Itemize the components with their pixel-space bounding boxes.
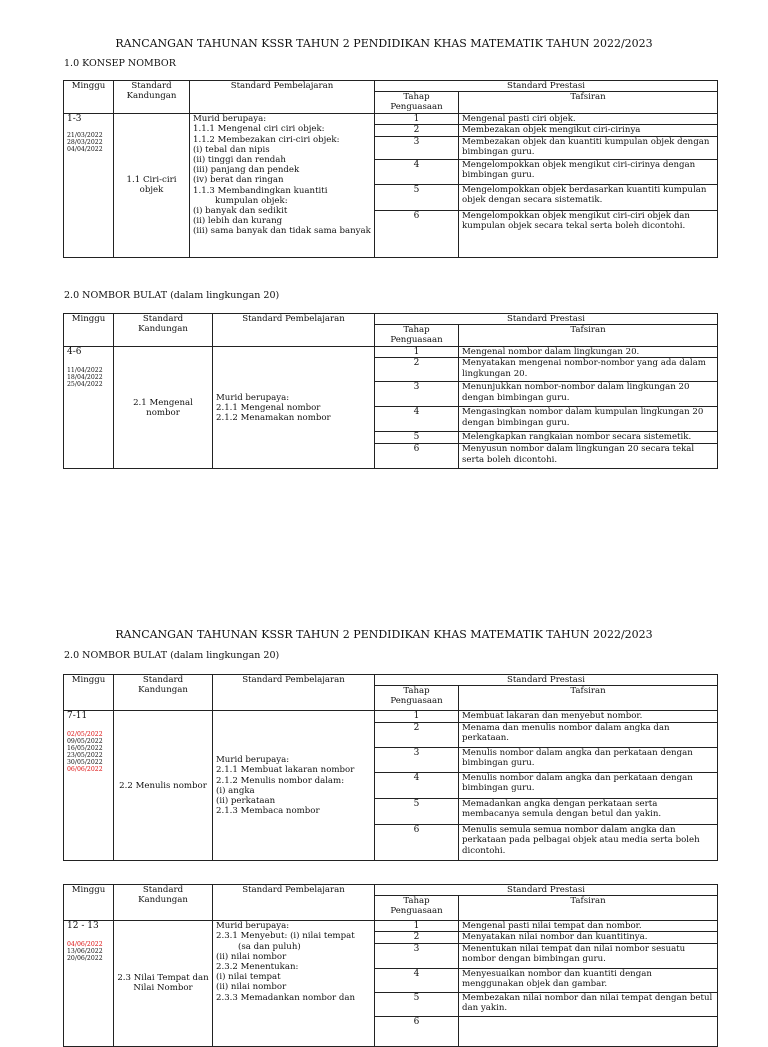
header-standard-pembelajaran: Standard Pembelajaran [213, 675, 375, 711]
header-standard-prestasi: Standard Prestasi [375, 81, 718, 92]
sp-line: Murid berupaya: [216, 755, 290, 766]
sp-line: 2.1.1 Membuat lakaran nombor [216, 765, 355, 776]
sp-line: (ii) nilai nombor [216, 982, 287, 993]
tafsiran-text: Menentukan nilai tempat dan nilai nombor sesuatu nombor dengan bimbingan guru. [459, 943, 718, 968]
tafsiran-text: Menyatakan nilai nombor dan kuantitinya. [459, 932, 718, 943]
tafsiran-text: Membezakan objek mengikut ciri-cirinya [459, 125, 718, 136]
tahap-level: 3 [375, 136, 459, 159]
tafsiran-text: Menyatakan mengenai nombor-nombor yang ada dalam lingkungan 20. [459, 358, 718, 382]
tahap-level: 5 [375, 184, 459, 210]
page-title-2: RANCANGAN TAHUNAN KSSR TAHUN 2 PENDIDIKAN KHAS MATEMATIK TAHUN 2022/2023 [115, 628, 653, 641]
sp-line: (i) banyak dan sedikit [193, 206, 288, 217]
header-tahap-penguasaan: Tahap Penguasaan [375, 686, 459, 711]
header-sk-line2: Kandungan [126, 91, 177, 102]
sp-line: (ii) nilai nombor [216, 951, 287, 962]
table-nilai-tempat [63, 884, 718, 1047]
minggu-dates [67, 941, 110, 962]
table-nombor-bulat-1 [63, 313, 718, 469]
tafsiran-text: Membuat lakaran dan menyebut nombor. [459, 711, 718, 723]
header-standard-kandungan [114, 81, 190, 114]
tafsiran-text: Mengenal nombor dalam lingkungan 20. [459, 347, 718, 358]
minggu-cell [64, 114, 114, 257]
standard-pembelajaran-cell [190, 114, 375, 257]
date-holiday: 02/05/2022 [67, 731, 103, 739]
sp-line: (iii) sama banyak dan tidak sama banyak [193, 226, 371, 237]
tafsiran-text: Menunjukkan nombor-nombor dalam lingkungan 20 dengan bimbingan guru. [459, 382, 718, 407]
header-standard-pembelajaran: Standard Pembelajaran [213, 314, 375, 347]
minggu-cell [64, 711, 114, 861]
sp-line: 2.3.2 Menentukan: [216, 962, 299, 973]
sp-line: 1.1.2 Membezakan ciri-ciri objek: [193, 134, 340, 145]
standard-kandungan-cell: 2.1 Mengenal nombor [114, 347, 213, 469]
tahap-level: 6 [375, 1016, 459, 1046]
tafsiran-text: Mengasingkan nombor dalam kumpulan lingkungan 20 dengan bimbingan guru. [459, 407, 718, 432]
date-holiday: 04/06/2022 [67, 941, 103, 949]
sp-line: (ii) tinggi dan rendah [193, 155, 286, 166]
header-tahap-penguasaan: Tahap Penguasaan [375, 92, 459, 114]
tafsiran-text: Membezakan nilai nombor dan nilai tempat dengan betul dan yakin. [459, 992, 718, 1016]
tafsiran-text: Mengenal pasti nilai tempat dan nombor. [459, 921, 718, 932]
tahap-level: 6 [375, 210, 459, 257]
date-holiday: 06/06/2022 [67, 766, 103, 774]
date: 25/04/2022 [67, 381, 103, 389]
tahap-level: 5 [375, 432, 459, 444]
section-title-nombor-bulat-2: 2.0 NOMBOR BULAT (dalam lingkungan 20) [64, 650, 280, 661]
sp-line: (ii) perkataan [216, 795, 276, 806]
section-title-konsep-nombor: 1.0 KONSEP NOMBOR [64, 58, 176, 69]
header-standard-pembelajaran: Standard Pembelajaran [213, 885, 375, 921]
tahap-level: 1 [375, 114, 459, 125]
page-title-1: RANCANGAN TAHUNAN KSSR TAHUN 2 PENDIDIKAN KHAS MATEMATIK TAHUN 2022/2023 [115, 37, 653, 50]
sp-line: 2.3.3 Memadankan nombor dan [216, 992, 356, 1003]
tafsiran-text: Menulis semula semua nombor dalam angka dan perkataan pada pelbagai objek atau media serta boleh dicontohi. [459, 825, 718, 861]
minggu-cell [64, 347, 114, 469]
tafsiran-text: Mengelompokkan objek berdasarkan kuantiti kumpulan objek dengan secara sistematik. [459, 184, 718, 210]
header-standard-kandungan: Standard Kandungan [114, 885, 213, 921]
standard-kandungan-cell: 2.2 Menulis nombor [114, 711, 213, 861]
date: 16/05/2022 [67, 745, 103, 753]
minggu-dates [67, 731, 110, 773]
header-tafsiran: Tafsiran [459, 325, 718, 347]
date: 23/05/2022 [67, 752, 103, 760]
header-tafsiran: Tafsiran [459, 92, 718, 114]
tahap-level: 2 [375, 723, 459, 748]
sp-line: (i) angka [216, 785, 255, 796]
header-minggu: Minggu [64, 885, 114, 921]
header-standard-pembelajaran: Standard Pembelajaran [190, 81, 375, 114]
standard-pembelajaran-cell [213, 711, 375, 861]
tahap-level: 4 [375, 159, 459, 184]
tafsiran-text: Membezakan objek dan kuantiti kumpulan objek dengan bimbingan guru. [459, 136, 718, 159]
tahap-level: 2 [375, 932, 459, 943]
header-tahap-penguasaan: Tahap Penguasaan [375, 896, 459, 921]
minggu-dates [67, 132, 110, 153]
minggu-range: 4-6 [67, 347, 82, 358]
date: 04/04/2022 [67, 146, 103, 154]
sp-line: kumpulan objek: [215, 195, 288, 206]
tahap-level: 2 [375, 358, 459, 382]
header-sk-line1: Standard [131, 81, 172, 91]
minggu-range: 12 - 13 [67, 921, 99, 932]
tafsiran-text: Melengkapkan rangkaian nombor secara sistemetik. [459, 432, 718, 444]
header-minggu: Minggu [64, 314, 114, 347]
tahap-level: 4 [375, 968, 459, 992]
sp-line: 2.1.1 Mengenal nombor [216, 402, 321, 413]
sp-line: (i) tebal dan nipis [193, 144, 270, 155]
header-minggu: Minggu [64, 675, 114, 711]
table-konsep-nombor [63, 80, 718, 258]
standard-kandungan-cell: 2.3 Nilai Tempat dan Nilai Nombor [114, 921, 213, 1046]
sp-line: 2.1.2 Menulis nombor dalam: [216, 775, 345, 786]
header-minggu: Minggu [64, 81, 114, 114]
tahap-level: 5 [375, 799, 459, 825]
tahap-level: 4 [375, 773, 459, 799]
sp-line: (sa dan puluh) [238, 941, 301, 952]
header-standard-prestasi: Standard Prestasi [375, 314, 718, 325]
tafsiran-text: Menulis nombor dalam angka dan perkataan dengan bimbingan guru. [459, 748, 718, 773]
table-menulis-nombor [63, 674, 718, 861]
tahap-level: 3 [375, 382, 459, 407]
header-standard-kandungan: Standard Kandungan [114, 675, 213, 711]
sp-line: 1.1.1 Mengenal ciri ciri objek: [193, 124, 325, 135]
minggu-range: 1-3 [67, 114, 82, 125]
tahap-level: 3 [375, 748, 459, 773]
header-tafsiran: Tafsiran [459, 686, 718, 711]
tafsiran-text: Menulis nombor dalam angka dan perkataan dengan bimbingan guru. [459, 773, 718, 799]
sp-line: Murid berupaya: [216, 392, 290, 403]
tahap-level: 6 [375, 444, 459, 469]
sp-line: (iv) berat dan ringan [193, 175, 284, 186]
tafsiran-text: Mengenal pasti ciri objek. [459, 114, 718, 125]
standard-pembelajaran-cell [213, 921, 375, 1046]
header-tafsiran: Tafsiran [459, 896, 718, 921]
sp-line: Murid berupaya: [216, 921, 290, 932]
date: 13/06/2022 [67, 948, 103, 956]
minggu-cell [64, 921, 114, 1046]
section-title-nombor-bulat: 2.0 NOMBOR BULAT (dalam lingkungan 20) [64, 290, 280, 301]
tafsiran-text: Mengelompokkan objek mengikut ciri-ciri objek dan kumpulan objek secara tekal serta boleh dicontohi. [459, 210, 718, 257]
date: 21/03/2022 [67, 132, 103, 140]
sp-line: (i) nilai tempat [216, 972, 281, 983]
sp-line: 2.1.2 Menamakan nombor [216, 412, 331, 423]
tafsiran-text: Menyusun nombor dalam lingkungan 20 secara tekal serta boleh dicontohi. [459, 444, 718, 469]
header-standard-kandungan: Standard Kandungan [114, 314, 213, 347]
tahap-level: 1 [375, 711, 459, 723]
sp-line: (iii) panjang dan pendek [193, 165, 300, 176]
minggu-range: 7-11 [67, 711, 88, 722]
tahap-level: 1 [375, 921, 459, 932]
sp-line: Murid berupaya: [193, 114, 267, 125]
tahap-level: 5 [375, 992, 459, 1016]
header-standard-prestasi: Standard Prestasi [375, 885, 718, 896]
date: 18/04/2022 [67, 374, 103, 382]
tahap-level: 4 [375, 407, 459, 432]
tafsiran-text: Mengelompokkan objek mengikut ciri-cirinya dengan bimbingan guru. [459, 159, 718, 184]
standard-kandungan-cell: 1.1 Ciri-ciri objek [114, 114, 190, 257]
tafsiran-text: Memadankan angka dengan perkataan serta membacanya semula dengan betul dan yakin. [459, 799, 718, 825]
sp-line: 2.1.3 Membaca nombor [216, 806, 320, 817]
sp-line: 2.3.1 Menyebut: (i) nilai tempat [216, 931, 355, 942]
header-standard-prestasi: Standard Prestasi [375, 675, 718, 686]
tahap-level: 6 [375, 825, 459, 861]
date: 30/05/2022 [67, 759, 103, 767]
date: 09/05/2022 [67, 738, 103, 746]
sp-line: 1.1.3 Membandingkan kuantiti [193, 185, 328, 196]
date: 28/03/2022 [67, 139, 103, 147]
header-tahap-penguasaan: Tahap Penguasaan [375, 325, 459, 347]
sp-line: (ii) lebih dan kurang [193, 216, 283, 227]
date: 20/06/2022 [67, 955, 103, 963]
tafsiran-text [459, 1016, 718, 1046]
tafsiran-text: Menama dan menulis nombor dalam angka dan perkataan. [459, 723, 718, 748]
tahap-level: 3 [375, 943, 459, 968]
tahap-level: 1 [375, 347, 459, 358]
tafsiran-text: Menyesuaikan nombor dan kuantiti dengan menggunakan objek dan gambar. [459, 968, 718, 992]
standard-pembelajaran-cell [213, 347, 375, 469]
tahap-level: 2 [375, 125, 459, 136]
minggu-dates [67, 367, 110, 388]
date: 11/04/2022 [67, 367, 103, 375]
